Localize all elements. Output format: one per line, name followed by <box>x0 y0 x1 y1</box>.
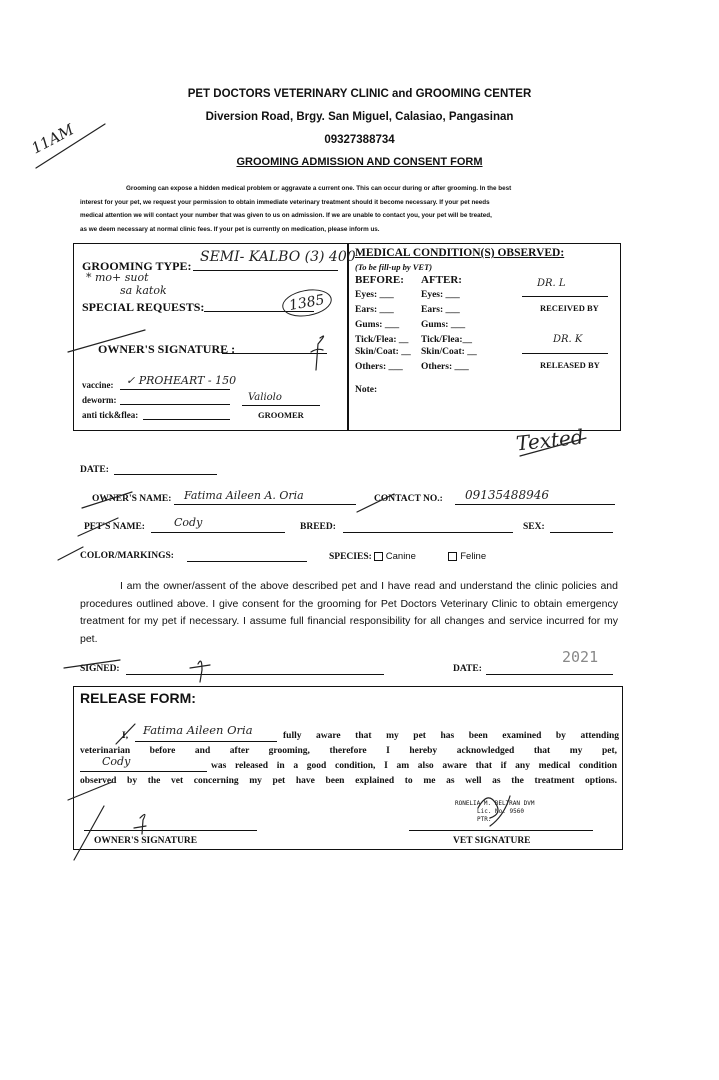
medical-subtitle: (To be fill-up by VET) <box>355 262 433 272</box>
canine-label: Canine <box>385 551 416 562</box>
date-label: DATE: <box>80 465 109 475</box>
after-ears: Ears: ___ <box>421 305 460 315</box>
vet-stamp-license: Lic. No. 9560 <box>477 808 524 815</box>
release-pet-handwriting: Cody <box>102 755 131 768</box>
stamp-date: 2021 <box>562 648 599 666</box>
price-circled-handwriting: 1385 <box>280 286 333 320</box>
note-label: Note: <box>355 385 378 395</box>
owner-name-handwriting: Fatima Aileen A. Oria <box>184 489 304 502</box>
intro-line: as we deem necessary at normal clinic fees. If your pet is currently on medication, please inform us. <box>80 225 380 233</box>
texted-handwriting: Texted <box>514 424 585 456</box>
release-line-3: was released in a good condition, I am also aware that if any medical condition <box>211 761 617 771</box>
release-line-2: veterinarian before and after grooming, therefore I hereby acknowledged that my pet, <box>80 746 617 756</box>
special-note-handwriting-2: sa katok <box>120 284 167 297</box>
margin-time-handwriting: 11AM <box>28 120 77 158</box>
consent-date-label: DATE: <box>453 664 482 674</box>
before-skincoat: Skin/Coat: __ <box>355 347 411 357</box>
color-label: COLOR/MARKINGS: <box>80 551 174 561</box>
before-gums: Gums: ___ <box>355 320 400 330</box>
form-title: GROOMING ADMISSION AND CONSENT FORM <box>236 156 483 168</box>
received-by-label: RECEIVED BY <box>540 303 599 313</box>
consent-paragraph: I am the owner/assent of the above described pet and I have read and understand the clinic policies and procedures outlined above. I give consent for the grooming for Pet Doctors Veterinary Clinic to obtain emergency treatment for my pet if necessary. I assume full financial responsibility for all changes and service incurred for my pet. <box>80 580 618 645</box>
details-strike-1 <box>82 492 132 508</box>
clinic-phone: 09327388734 <box>324 134 395 146</box>
signed-scribble <box>190 661 210 682</box>
grooming-type-handwriting: SEMI- KALBO (3) 400 <box>200 249 356 265</box>
signed-strike <box>64 660 120 668</box>
groomer-handwriting: Valiolo <box>248 392 282 403</box>
received-initial-handwriting: DR. L <box>537 278 566 289</box>
released-initial-handwriting: DR. K <box>553 334 583 345</box>
special-requests-label: SPECIAL REQUESTS: <box>82 300 205 314</box>
vet-signature-label: VET SIGNATURE <box>453 836 531 846</box>
intro-line: Grooming can expose a hidden medical problem or aggravate a current one. This can occur during or after grooming. In the best <box>126 185 512 192</box>
pet-name-handwriting: Cody <box>174 516 203 529</box>
texted-underline <box>520 438 586 456</box>
special-note-handwriting-1: * mo+ suot <box>86 271 149 284</box>
before-tickflea: Tick/Flea: __ <box>355 335 409 345</box>
release-line-1: fully aware that my pet has been examined by attending <box>283 731 619 741</box>
owner-signature-scribble <box>311 336 324 370</box>
species-label: SPECIES: <box>329 552 372 562</box>
grooming-type-label: GROOMING TYPE: <box>82 259 192 273</box>
owner-label-strike <box>68 330 145 352</box>
deworm-label: deworm: <box>82 395 117 405</box>
vet-stamp-name: RONELIA M. BELTRAN DVM <box>455 800 535 807</box>
clinic-name: PET DOCTORS VETERINARY CLINIC and GROOMING CENTER <box>187 88 532 100</box>
margin-slash <box>36 124 105 168</box>
release-title: RELEASE FORM: <box>80 690 196 706</box>
pet-name-label: PET'S NAME: <box>84 522 145 532</box>
details-strike-3 <box>58 547 83 560</box>
details-strike-2 <box>78 518 118 536</box>
intro-line: interest for your pet, we request your permission to obtain immediate veterinary treatment should it become necessary. If your pet needs <box>80 198 490 206</box>
vet-stamp-ptr: PTR: <box>477 816 492 823</box>
intro-line: medical attention we will contact your number that was given to us on admission. If we are unable to contact you, your pet will be treated, <box>80 212 492 220</box>
release-line-4: observed by the vet concerning my pet have been explained to me as well as the treatment options. <box>80 776 617 786</box>
feline-label: Feline <box>460 551 487 562</box>
sex-label: SEX: <box>523 522 545 532</box>
before-ears: Ears: ___ <box>355 305 394 315</box>
release-i-label: I, <box>122 731 129 741</box>
release-owner-signature <box>74 806 146 860</box>
before-others: Others: ___ <box>355 362 403 372</box>
vaccine-label: vaccine: <box>82 380 114 390</box>
after-eyes: Eyes: ___ <box>421 290 460 300</box>
clinic-address: Diversion Road, Brgy. San Miguel, Calasiao, Pangasinan <box>205 111 514 123</box>
signed-label: SIGNED: <box>80 664 120 674</box>
contact-handwriting: 09135488946 <box>465 488 549 502</box>
release-name-handwriting: Fatima Aileen Oria <box>143 723 253 737</box>
after-skincoat: Skin/Coat: __ <box>421 347 477 357</box>
vet-signature <box>478 796 510 826</box>
medical-title: MEDICAL CONDITION(S) OBSERVED: <box>355 247 565 259</box>
groomer-label: GROOMER <box>258 410 304 420</box>
after-others: Others: ___ <box>421 362 469 372</box>
after-label: AFTER: <box>421 274 462 286</box>
release-strike-2 <box>68 782 112 800</box>
after-gums: Gums: ___ <box>421 320 466 330</box>
contact-strike <box>357 494 394 512</box>
before-label: BEFORE: <box>355 274 404 286</box>
owner-release-signature-label: OWNER'S SIGNATURE <box>94 836 198 846</box>
release-i-strike <box>116 724 135 744</box>
before-eyes: Eyes: ___ <box>355 290 394 300</box>
owner-signature-label: OWNER'S SIGNATURE : <box>98 342 236 356</box>
breed-label: BREED: <box>300 522 336 532</box>
contact-label: CONTACT NO.: <box>374 494 443 504</box>
antitick-label: anti tick&flea: <box>82 410 139 420</box>
owner-name-label: OWNER'S NAME: <box>92 494 172 504</box>
after-tickflea: Tick/Flea:__ <box>421 335 473 345</box>
released-by-label: RELEASED BY <box>540 360 600 370</box>
vaccine-handwriting: ✓ PROHEART - 150 <box>126 374 237 387</box>
